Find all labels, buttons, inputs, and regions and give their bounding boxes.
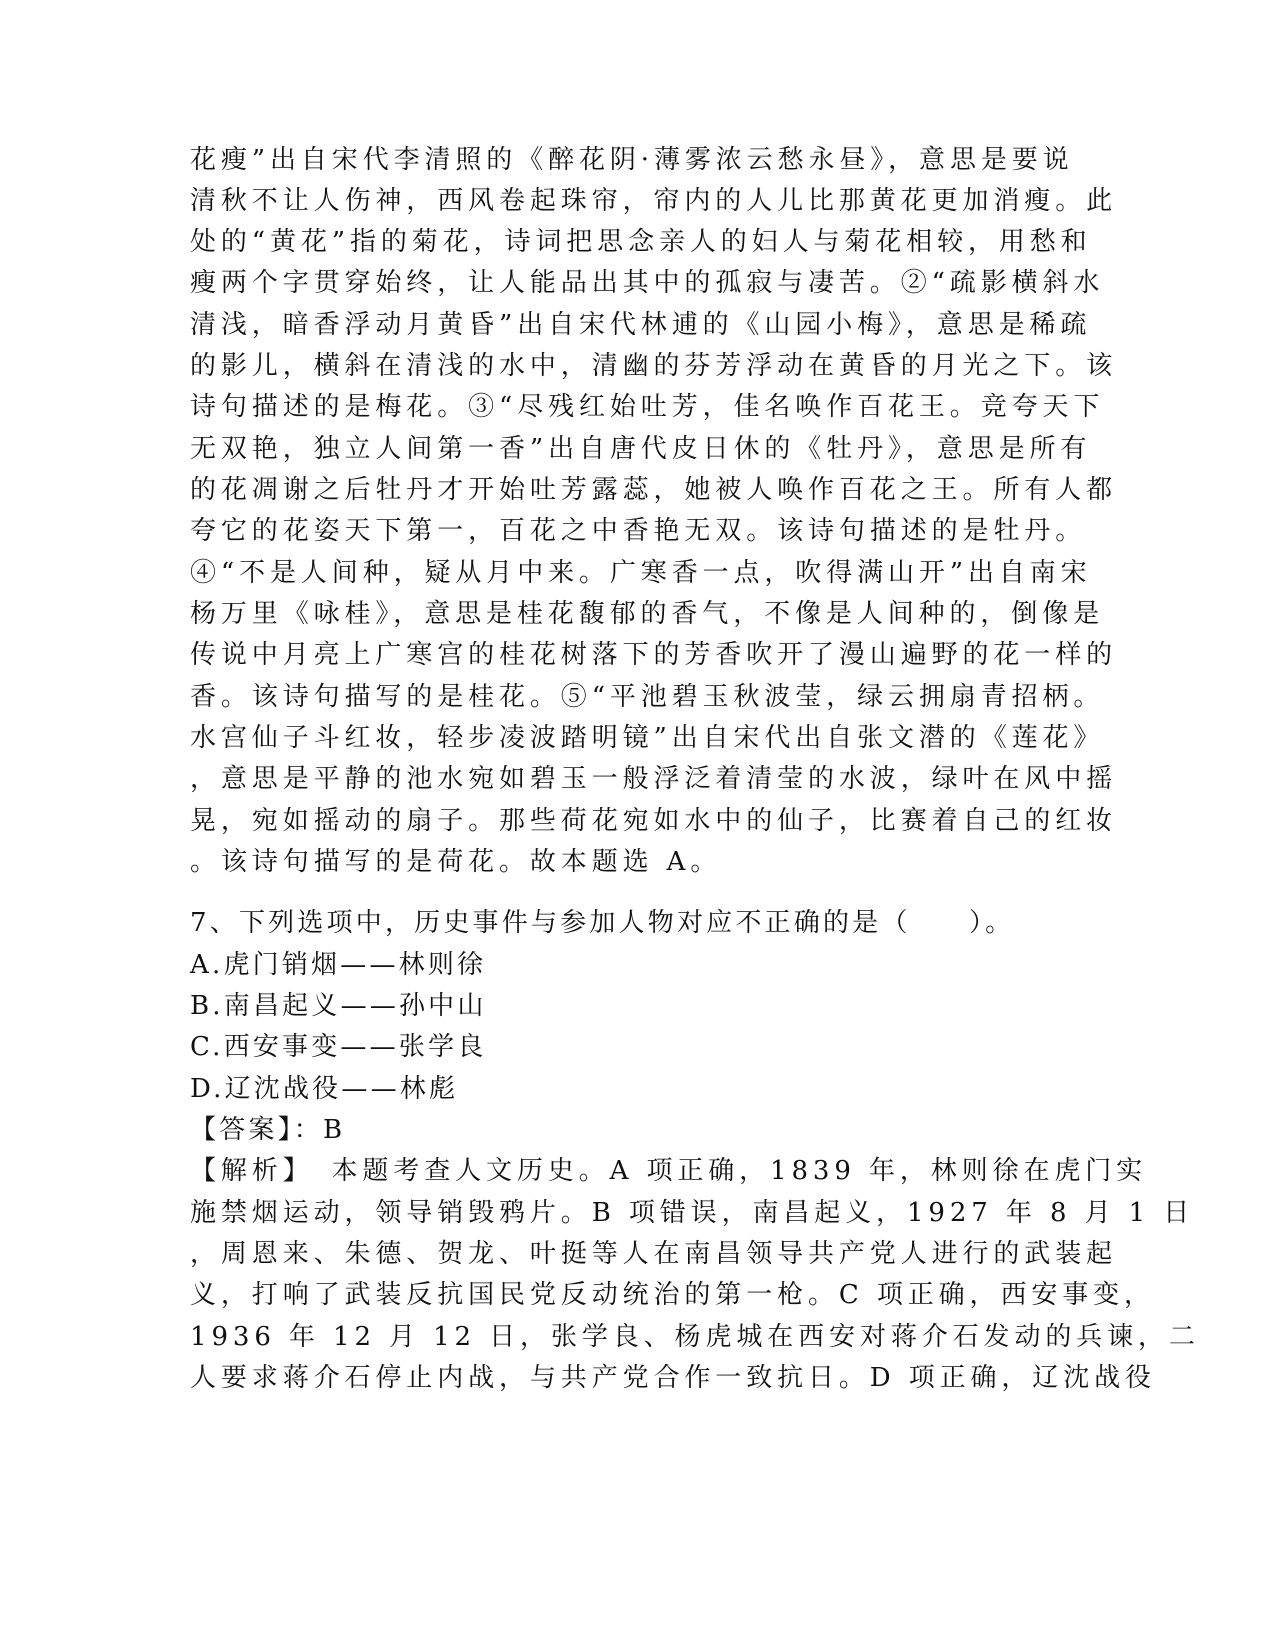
text-line: 传说中月亮上广寒宫的桂花树落下的芳香吹开了漫山遍野的花一样的	[190, 640, 1118, 670]
text-line: ，周恩来、朱德、贺龙、叶挺等人在南昌领导共产党人进行的武装起	[190, 1239, 1118, 1269]
text-line: 诗句描述的是梅花。③“尽残红始吐芳，佳名唤作百花王。竞夸天下	[190, 392, 1105, 422]
text-line: 水宫仙子斗红妆，轻步凌波踏明镜”出自宋代出自张文潜的《莲花》	[190, 723, 1105, 753]
text-line: 人要求蒋介石停止内战，与共产党合作一致抗日。D 项正确，辽沈战役	[190, 1363, 1156, 1393]
text-line: 清秋不让人伤神，西风卷起珠帘，帘内的人儿比那黄花更加消瘦。此	[190, 186, 1118, 216]
text-line: 【解析】 本题考查人文历史。A 项正确，1839 年，林则徐在虎门实	[190, 1156, 1148, 1186]
text-line: 杨万里《咏桂》，意思是桂花馥郁的香气，不像是人间种的，倒像是	[190, 599, 1105, 629]
text-line: 无双艳，独立人间第一香”出自唐代皮日休的《牡丹》，意思是所有	[190, 434, 1092, 464]
text-line: 处的“黄花”指的菊花，诗词把思念亲人的妇人与菊花相较，用愁和	[190, 227, 1092, 257]
option-c: C.西安事变——张学良	[190, 1032, 487, 1062]
option-d: D.辽沈战役——林彪	[190, 1074, 459, 1104]
option-b: B.南昌起义——孙中山	[190, 991, 487, 1021]
text-line: 施禁烟运动，领导销毁鸦片。B 项错误，南昌起义，1927 年 8 月 1 日	[190, 1198, 1195, 1228]
text-line: 香。该诗句描写的是桂花。⑤“平池碧玉秋波莹，绿云拥扇青招柄。	[190, 682, 1105, 712]
text-line: 夸它的花姿天下第一，百花之中香艳无双。该诗句描述的是牡丹。	[190, 516, 1087, 546]
text-line: 瘦两个字贯穿始终，让人能品出其中的孤寂与凄苦。②“疏影横斜水	[190, 268, 1105, 298]
answer-line: 【答案】：B	[190, 1115, 346, 1145]
text-line: 晃，宛如摇动的扇子。那些荷花宛如水中的仙子，比赛着自己的红妆	[190, 806, 1118, 836]
option-a: A.虎门销烟——林则徐	[190, 950, 487, 980]
text-line: ，意思是平静的池水宛如碧玉一般浮泛着清莹的水波，绿叶在风中摇	[190, 764, 1118, 794]
text-line: 花瘦”出自宋代李清照的《醉花阴·薄雾浓云愁永昼》，意思是要说	[190, 145, 1074, 175]
text-line: 义，打响了武装反抗国民党反动统治的第一枪。C 项正确，西安事变，	[190, 1280, 1155, 1310]
text-line: 的影儿，横斜在清浅的水中，清幽的芬芳浮动在黄昏的月光之下。该	[190, 351, 1118, 381]
text-line: 。该诗句描写的是荷花。故本题选 A。	[190, 847, 722, 877]
question-stem: 7、下列选项中，历史事件与参加人物对应不正确的是（ ）。	[190, 908, 1015, 938]
text-line: ④“不是人间种，疑从月中来。广寒香一点，吹得满山开”出自南宋	[190, 558, 1092, 588]
text-line: 的花凋谢之后牡丹才开始吐芳露蕊，她被人唤作百花之王。所有人都	[190, 475, 1118, 505]
text-line: 清浅，暗香浮动月黄昏”出自宋代林逋的《山园小梅》，意思是稀疏	[190, 310, 1092, 340]
text-line: 1936 年 12 月 12 日，张学良、杨虎城在西安对蒋介石发动的兵谏，二	[190, 1322, 1200, 1352]
